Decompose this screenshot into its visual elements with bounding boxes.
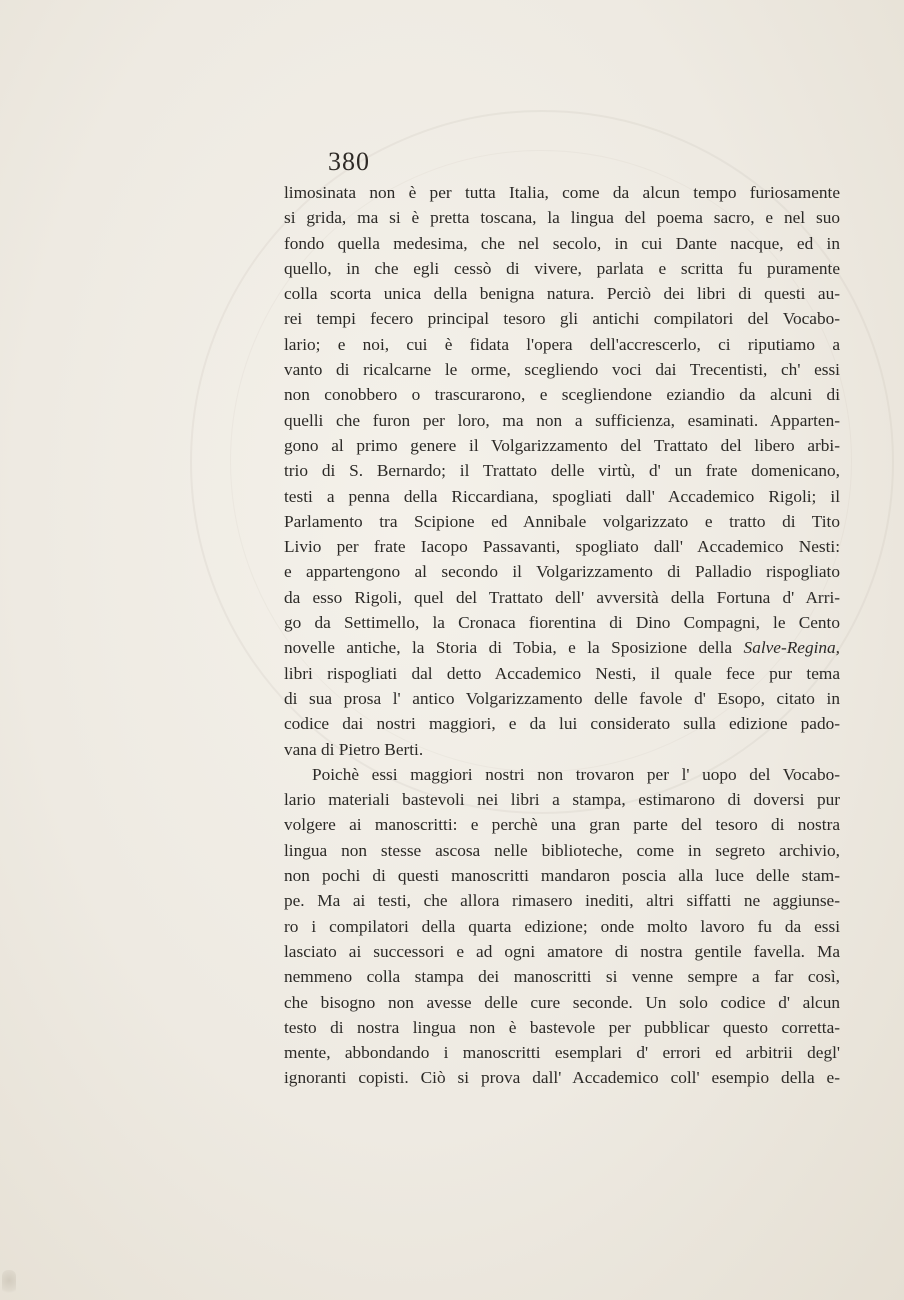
text-line: testo di nostra lingua non è bastevole per pubblicar questo corretta-	[284, 1017, 840, 1037]
text-line-paragraph-start: Poichè essi maggiori nostri non trovaron per l' uopo del Vocabo-	[312, 764, 840, 784]
text-line: e appartengono al secondo il Volgarizzamento di Palladio rispogliato	[284, 562, 840, 582]
text-line: Livio per frate Iacopo Passavanti, spogliato dall' Accademico Nesti:	[284, 537, 840, 557]
text-line: si grida, ma si è pretta toscana, la lingua del poema sacro, e nel suo	[284, 208, 840, 228]
italic-title: Salve-Regina,	[743, 638, 840, 658]
text-line: di sua prosa l' antico Volgarizzamento delle favole d' Esopo, citato in	[284, 688, 840, 708]
text-line: non pochi di questi manoscritti mandaron poscia alla luce delle stam-	[284, 866, 840, 886]
text-line: nemmeno colla stampa dei manoscritti si venne sempre a far così,	[284, 967, 840, 987]
text-line: pe. Ma ai testi, che allora rimasero inediti, altri siffatti ne aggiunse-	[284, 891, 840, 911]
text-line: volgere ai manoscritti: e perchè una gran parte del tesoro di nostra	[284, 815, 840, 835]
text-line: quello, in che egli cessò di vivere, parlata e scritta fu puramente	[284, 258, 840, 278]
text-line: ro i compilatori della quarta edizione; onde molto lavoro fu da essi	[284, 916, 840, 936]
text-line: quelli che furon per loro, ma non a sufficienza, esaminati. Apparten-	[284, 410, 840, 430]
text-line: fondo quella medesima, che nel secolo, in cui Dante nacque, ed in	[284, 233, 840, 253]
text-line: lario materiali bastevoli nei libri a stampa, estimarono di doversi pur	[284, 790, 840, 810]
text-line-paragraph-end: vana di Pietro Berti.	[284, 739, 424, 759]
text-body	[284, 180, 840, 1091]
text-line: vanto di ricalcarne le orme, scegliendo voci dai Trecentisti, ch' essi	[284, 360, 840, 380]
paper-edge-mark	[2, 1270, 16, 1296]
text-line: libri rispogliati dal detto Accademico Nesti, il quale fece pur tema	[284, 663, 840, 683]
text-line-with-italic	[284, 635, 840, 660]
text-line: lingua non stesse ascosa nelle biblioteche, come in segreto archivio,	[284, 840, 840, 860]
text-line: ignoranti copisti. Ciò si prova dall' Accademico coll' esempio della e-	[284, 1068, 840, 1088]
text-line: mente, abbondando i manoscritti esemplari d' errori ed arbitrii degl'	[284, 1043, 840, 1063]
text-line: codice dai nostri maggiori, e da lui considerato sulla edizione pado-	[284, 714, 840, 734]
text-line: go da Settimello, la Cronaca fiorentina di Dino Compagni, le Cento	[284, 613, 840, 633]
text-line: gono al primo genere il Volgarizzamento del Trattato del libero arbi-	[284, 435, 840, 455]
text-line: testi a penna della Riccardiana, spogliati dall' Accademico Rigoli; il	[284, 486, 840, 506]
text-line: colla scorta unica della benigna natura. Perciò dei libri di questi au-	[284, 284, 840, 304]
text-line: da esso Rigoli, quel del Trattato dell' avversità della Fortuna d' Arri-	[284, 587, 840, 607]
text-line: limosinata non è per tutta Italia, come da alcun tempo furiosamente	[284, 183, 840, 202]
text-line: lario; e noi, cui è fidata l'opera dell'accrescerlo, ci riputiamo a	[284, 334, 840, 354]
text-line: non conobbero o trascurarono, e scegliendone eziandio da alcuni di	[284, 385, 840, 405]
page-number: 380	[328, 147, 370, 176]
text-line: Parlamento tra Scipione ed Annibale volgarizzato e tratto di Tito	[284, 511, 840, 531]
text-line: trio di S. Bernardo; il Trattato delle virtù, d' un frate domenicano,	[284, 461, 840, 481]
text-line: rei tempi fecero principal tesoro gli antichi compilatori del Vocabo-	[284, 309, 840, 329]
text-segment: novelle antiche, la Storia di Tobia, e la Sposizione della	[284, 638, 733, 658]
text-line: lasciato ai successori e ad ogni amatore di nostra gentile favella. Ma	[284, 941, 840, 961]
text-line: che bisogno non avesse delle cure seconde. Un solo codice d' alcun	[284, 992, 840, 1012]
